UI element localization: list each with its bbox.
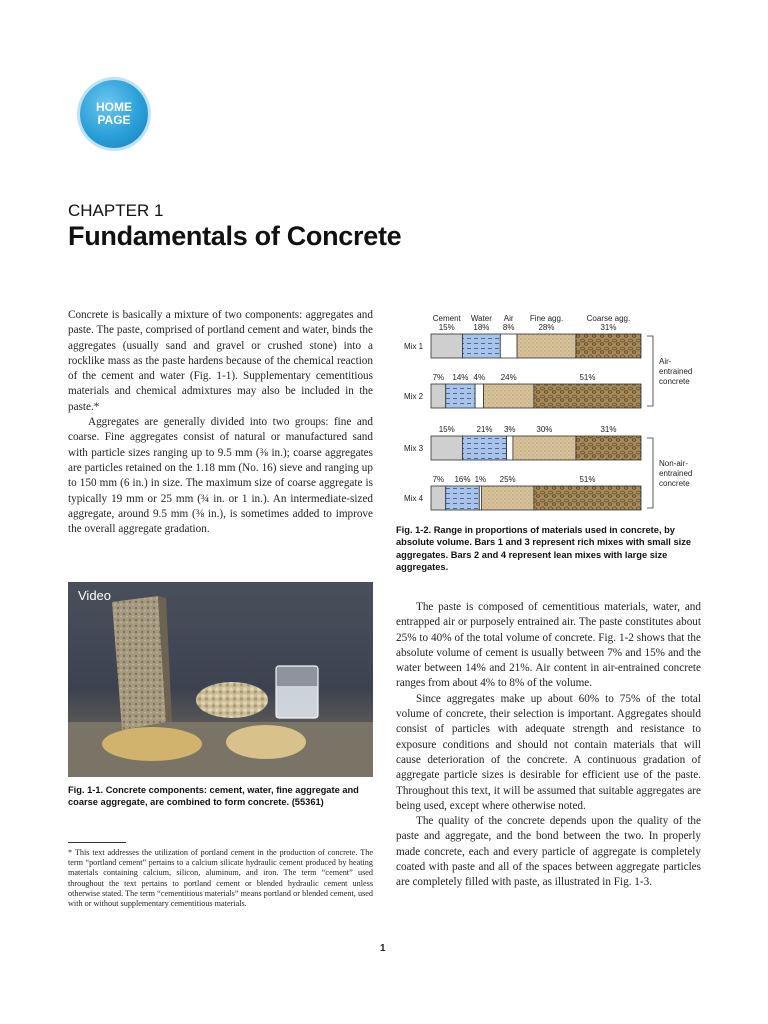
value-label: 3% [503, 425, 516, 434]
value-label: 15% [438, 323, 455, 332]
right-column [396, 600, 701, 891]
value-label: 1% [474, 475, 487, 484]
bar-segment-coarse-agg- [534, 486, 641, 510]
bar-segment-water [463, 334, 501, 358]
value-label: 28% [538, 323, 555, 332]
value-label: 8% [502, 323, 515, 332]
bar-segment-cement [431, 384, 446, 408]
group-label: Non-air-entrained concrete [659, 459, 693, 488]
value-label: 51% [579, 475, 596, 484]
value-label: 31% [600, 323, 617, 332]
bar-segment-air [500, 334, 517, 358]
bar-segment-fine-agg- [484, 384, 534, 408]
bar-segment-water [463, 436, 507, 460]
bar-segment-water [446, 384, 475, 408]
bar-segment-water [446, 486, 480, 510]
group-bracket [647, 438, 653, 508]
group-bracket [647, 336, 653, 406]
value-label: 14% [452, 373, 469, 382]
bar-segment-cement [431, 436, 463, 460]
component-label: Water [470, 314, 492, 323]
mix-label: Mix 3 [404, 444, 424, 453]
value-label: 7% [432, 475, 445, 484]
bar-segment-coarse-agg- [534, 384, 641, 408]
value-label: 24% [500, 373, 517, 382]
footnote-divider [68, 842, 126, 843]
value-label: 30% [536, 425, 553, 434]
page-number: 1 [380, 943, 386, 954]
value-label: 18% [473, 323, 490, 332]
concrete-components-photo [68, 582, 373, 777]
paragraph: The quality of the concrete depends upon the quality of the paste and aggregate, and the bond between the two. In properly made concrete, each and every particle of aggregate is completely coated with paste and all of the spaces between aggregate particles are completely filled with paste, as illustrated in Fig. 1-3. [396, 815, 701, 889]
coarse-aggregate-pile [196, 682, 268, 718]
mix-label: Mix 2 [404, 392, 424, 401]
paragraph: The paste is composed of cementitious materials, water, and entrapped air or purposely entrained air. The paste constitutes about 25% to 40% of the total volume of concrete. Fig. 1-2 shows that the absolute volume of cement is usually between 7% and 15% and the water between 14% and 21%. Air content in air-entrained concrete ranges from about 4% to 8% of the volume. [396, 601, 701, 690]
component-label: Cement [432, 314, 461, 323]
paragraph: Concrete is basically a mixture of two components: aggregates and paste. The paste, comprised of portland cement and water, binds the aggregates (usually sand and gravel or crushed stone) into a rocklike mass as the paste hardens because of the chemical reaction of the cement and water (Fig. 1-1). Supplementary cementitious materials and chemical admixtures may also be included in the paste.* [68, 309, 373, 413]
footnote: * This text addresses the utilization of portland cement in the production of concrete. The term “portland cement” pertains to a calcium silicate hydraulic cement produced by heating materials containing calcium, silicon, aluminum, and iron. The term “cement” used throughout the text pertains to portland cement or blended hydraulic cement unless otherwise stated. The term “cementitious materials” means portland or blended cement, used with or without supplementary cementitious materials. [68, 848, 373, 909]
bar-segment-coarse-agg- [576, 436, 641, 460]
concrete-components-video[interactable] [68, 582, 373, 777]
fig-1-2-caption: Fig. 1-2. Range in proportions of materials used in concrete, by absolute volume. Bars 1 and 3 represent rich mixes with small size aggregates. Bars 2 and 4 represent lean mixes with large size aggregates. [396, 525, 692, 572]
component-label: Air [503, 314, 514, 323]
component-label: Fine agg. [529, 314, 564, 323]
mix-label: Mix 1 [404, 342, 424, 351]
bar-segment-fine-agg- [517, 334, 576, 358]
paragraph: Aggregates are generally divided into two groups: fine and coarse. Fine aggregates consist of natural or manufactured sand with particle sizes ranging up to 9.5 mm (⅜ in.); coarse aggregates are particles retained on the 1.18 mm (No. 16) sieve and ranging up to 150 mm (6 in.) in size. The maximum size of coarse aggregate is typically 19 mm or 25 mm (¾ in. or 1 in.). An intermediate-sized aggregate, around 9.5 mm (⅜ in.), is sometimes added to improve the overall aggregate gradation. [68, 416, 373, 536]
value-label: 25% [499, 475, 516, 484]
page-title: Fundamentals of Concrete [68, 221, 402, 251]
paragraph: Since aggregates make up about 60% to 75% of the total volume of concrete, their selection is important. Aggregates should consist of particles with adequate strength and resistance to exposure conditions and should not contain materials that will cause deterioration of the concrete. A continuous gradation of aggregate particle sizes is desirable for efficient use of the paste. Throughout this text, it will be assumed that suitable aggregates are being used, except where otherwise noted. [396, 692, 701, 812]
chapter-label: CHAPTER 1 [68, 201, 164, 220]
home-page-button-line1: HOME [96, 100, 132, 114]
concrete-block [112, 596, 166, 730]
mix-label: Mix 4 [404, 494, 424, 503]
bar-segment-coarse-agg- [576, 334, 641, 358]
value-label: 4% [473, 373, 486, 382]
bar-segment-air [507, 436, 513, 460]
bar-segment-air [475, 384, 483, 408]
value-label: 7% [432, 373, 445, 382]
bar-segment-cement [431, 486, 446, 510]
fig-1-1-caption: Fig. 1-1. Concrete components: cement, water, fine aggregate and coarse aggregate, are combined to form concrete. (55361) [68, 785, 359, 808]
value-label: 16% [454, 475, 471, 484]
group-label: Air-entrained concrete [659, 357, 693, 386]
video-label: Video [78, 588, 112, 603]
home-page-button-line2: PAGE [97, 113, 131, 127]
value-label: 21% [476, 425, 493, 434]
value-label: 31% [600, 425, 617, 434]
cement-pile [226, 725, 306, 759]
left-column [68, 308, 373, 537]
component-label: Coarse agg. [586, 314, 631, 323]
bar-segment-fine-agg- [481, 486, 534, 510]
home-page-button[interactable] [80, 80, 148, 148]
value-label: 51% [579, 373, 596, 382]
bar-segment-fine-agg- [513, 436, 576, 460]
value-label: 15% [438, 425, 455, 434]
material-proportions-chart [396, 306, 701, 518]
bar-segment-cement [431, 334, 463, 358]
fine-aggregate-pile [102, 727, 202, 761]
